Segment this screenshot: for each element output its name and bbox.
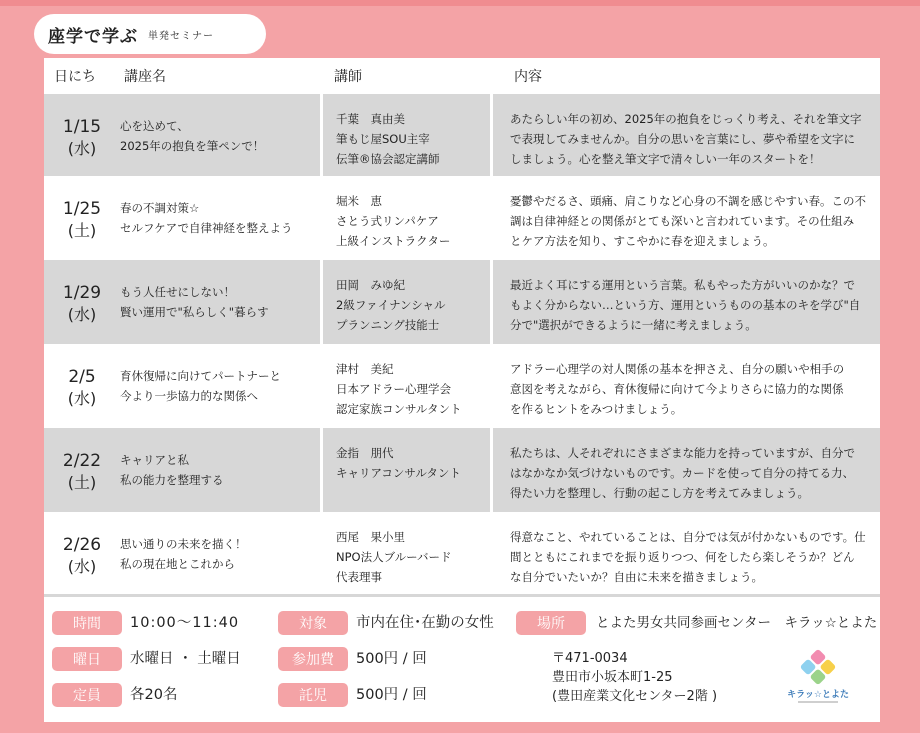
lecturer-line: 認定家族コンサルタント xyxy=(336,402,462,416)
description-line: 分で"選択ができるように一緒に考えましょう。 xyxy=(510,318,757,332)
course-title-line: セルフケアで自律神経を整えよう xyxy=(120,221,293,235)
description-text xyxy=(510,191,870,251)
days-value: 水曜日 ・ 土曜日 xyxy=(130,651,241,667)
target-badge: 対象 xyxy=(278,611,348,635)
course-title-line: 私の現在地とこれから xyxy=(120,557,235,571)
date-cell xyxy=(44,512,120,594)
session-weekday: (土) xyxy=(67,473,97,492)
childcare-badge: 託児 xyxy=(278,683,348,707)
description-line: な自分でいたいか？自由に未来を描きましょう。 xyxy=(510,570,763,584)
lecturer-line: 2級ファイナンシャル xyxy=(336,298,446,312)
lecturer-line: さとう式リンパケア xyxy=(336,214,439,228)
top-strip xyxy=(0,0,920,6)
col-header-content: 内容 xyxy=(514,69,542,85)
course-title-cell xyxy=(120,512,320,594)
lecturer-line: 伝筆®協会認定講師 xyxy=(336,152,440,166)
col-header-lecturer: 講師 xyxy=(334,69,362,85)
column-divider xyxy=(490,176,493,260)
lecturer-text xyxy=(336,527,452,587)
col-header-date: 日にち xyxy=(54,69,96,85)
description-line: 意図を考えながら、育休復帰に向けて今よりさらに協力的な関係 xyxy=(510,382,844,396)
table-row xyxy=(44,512,880,594)
session-date: 2/5 xyxy=(68,367,96,387)
course-title-cell xyxy=(120,344,320,428)
lecturer-cell xyxy=(323,94,490,176)
date-cell xyxy=(44,428,120,512)
fee-value: 500円 / 回 xyxy=(356,651,427,667)
lecturer-text xyxy=(336,443,461,483)
kirat-toyota-logo xyxy=(787,649,849,707)
course-title-line: 賢い運用で"私らしく"暮らす xyxy=(120,305,269,319)
time-value: 10:00〜11:40 xyxy=(130,615,240,631)
childcare-value: 500円 / 回 xyxy=(356,687,427,703)
course-title-line: 2025年の抱負を筆ペンで！ xyxy=(120,139,265,153)
description-line: 得意なこと、やれていることは、自分では気が付かないものです。仕 xyxy=(510,530,866,544)
description-cell xyxy=(493,428,880,512)
description-line: 得たい力を整理し、行動の起こし方を考えてみましょう。 xyxy=(510,486,809,500)
lecturer-text xyxy=(336,109,440,169)
fee-badge: 参加費 xyxy=(278,647,348,671)
date-cell xyxy=(44,94,120,176)
description-cell xyxy=(493,94,880,176)
column-divider xyxy=(320,94,323,176)
lecturer-line: 津村 美紀 xyxy=(336,362,394,376)
session-weekday: (水) xyxy=(67,139,97,158)
session-date: 1/25 xyxy=(62,199,102,219)
course-title-line: 私の能力を整理する xyxy=(120,473,224,487)
column-divider xyxy=(320,428,323,512)
lecturer-line: キャリアコンサルタント xyxy=(336,466,461,480)
lecturer-line: 田岡 みゆ紀 xyxy=(336,278,405,292)
page-title: 座学で学ぶ xyxy=(48,26,138,47)
description-line: を作るヒントをみつけましょう。 xyxy=(510,402,683,416)
column-divider xyxy=(490,344,493,428)
table-row xyxy=(44,428,880,512)
description-cell xyxy=(493,512,880,594)
session-weekday: (土) xyxy=(67,221,97,240)
column-divider xyxy=(490,260,493,344)
description-text xyxy=(510,443,870,503)
time-badge: 時間 xyxy=(52,611,122,635)
description-line: で表現してみませんか。自分の思いを言葉にし、夢や希望を文字に xyxy=(510,132,855,146)
session-date: 2/26 xyxy=(62,535,102,555)
course-title-line: 思い通りの未来を描く！ xyxy=(120,537,247,551)
description-text xyxy=(510,109,870,169)
description-line: 私たちは、人それぞれにさまざまな能力を持っていますが、自分で xyxy=(510,446,855,460)
course-title-line: 春の不調対策☆ xyxy=(120,201,200,215)
session-date: 1/29 xyxy=(62,283,102,303)
venue-value: とよた男女共同参画センター キラッ☆とよた xyxy=(596,615,878,631)
course-title-line: 心を込めて、 xyxy=(120,119,189,133)
column-divider xyxy=(490,428,493,512)
col-header-title: 講座名 xyxy=(124,69,166,85)
street-address: 豊田市小坂本町1-25 xyxy=(552,670,673,685)
page-subtitle: 単発セミナー xyxy=(148,30,214,42)
description-line: あたらしい年の初め、2025年の抱負をじっくり考え、それを筆文字 xyxy=(510,112,862,126)
lecturer-cell xyxy=(323,176,490,260)
target-value: 市内在住･在勤の女性 xyxy=(356,615,494,631)
column-divider xyxy=(320,260,323,344)
course-title-cell xyxy=(120,94,320,176)
lecturer-cell xyxy=(323,260,490,344)
column-divider xyxy=(320,176,323,260)
info-divider xyxy=(44,594,880,597)
lecturer-line: 日本アドラー心理学会 xyxy=(336,382,451,396)
lecturer-line: 筆もじ屋SOU主宰 xyxy=(336,132,430,146)
description-text xyxy=(510,275,870,335)
session-weekday: (水) xyxy=(67,557,97,576)
lecturer-cell xyxy=(323,512,490,594)
session-date: 2/22 xyxy=(62,451,102,471)
lecturer-line: 千葉 真由美 xyxy=(336,112,405,126)
capacity-value: 各20名 xyxy=(130,687,178,703)
capacity-badge: 定員 xyxy=(52,683,122,707)
lecturer-text xyxy=(336,359,461,419)
table-row xyxy=(44,344,880,428)
column-divider xyxy=(320,512,323,594)
session-weekday: (水) xyxy=(67,389,97,408)
description-text xyxy=(510,527,870,587)
description-line: しましょう。心を整え筆文字で清々しい一年のスタートを！ xyxy=(510,152,821,166)
description-line: アドラー心理学の対人関係の基本を押さえ、自分の願いや相手の xyxy=(510,362,845,376)
lecturer-line: 上級インストラクター xyxy=(336,234,451,248)
description-cell xyxy=(493,260,880,344)
lecturer-text xyxy=(336,191,450,251)
lecturer-line: 西尾 果小里 xyxy=(336,530,405,544)
column-divider xyxy=(490,512,493,594)
lecturer-cell xyxy=(323,428,490,512)
description-line: 間とともにこれまでを振り返りつつ、何をしたら楽しそうか？どん xyxy=(510,550,855,564)
course-title-line: 育休復帰に向けてパートナーと xyxy=(120,369,281,383)
lecturer-text xyxy=(336,275,446,335)
table-row xyxy=(44,260,880,344)
section-title-pill xyxy=(34,14,266,54)
lecturer-cell xyxy=(323,344,490,428)
description-line: とケア方法を知り、すこやかに春を迎えましょう。 xyxy=(510,234,775,248)
description-line: 最近よく耳にする運用という言葉。私もやった方がいいのかな？で xyxy=(510,278,855,292)
course-title-cell xyxy=(120,428,320,512)
session-weekday: (水) xyxy=(67,305,97,324)
course-title-cell xyxy=(120,260,320,344)
table-header xyxy=(44,58,880,94)
session-date: 1/15 xyxy=(62,117,102,137)
date-cell xyxy=(44,176,120,260)
column-divider xyxy=(490,94,493,176)
lecturer-line: 代表理事 xyxy=(336,570,382,584)
course-title-line: 今より一歩協力的な関係へ xyxy=(120,389,258,403)
description-line: 調は自律神経との関係がとても深いと言われています。その仕組み xyxy=(510,214,855,228)
days-badge: 曜日 xyxy=(52,647,122,671)
course-title-line: キャリアと私 xyxy=(120,453,189,467)
lecturer-line: 堀米 恵 xyxy=(336,194,382,208)
lecturer-line: NPO法人ブルーバード xyxy=(336,550,452,564)
course-title-line: もう人任せにしない！ xyxy=(120,285,235,299)
table-row xyxy=(44,176,880,260)
building-name: (豊田産業文化センター2階 ) xyxy=(552,689,718,704)
date-cell xyxy=(44,344,120,428)
description-cell xyxy=(493,344,880,428)
venue-badge: 場所 xyxy=(516,611,586,635)
postal-code: 〒471-0034 xyxy=(552,651,628,666)
course-title-cell xyxy=(120,176,320,260)
description-line: 憂鬱やだるさ、頭痛、肩こりなど心身の不調を感じやすい春。この不 xyxy=(510,194,867,208)
lecturer-line: プランニング技能士 xyxy=(336,318,440,332)
address-block xyxy=(552,593,717,706)
logo-text: キラッ☆とよた xyxy=(787,690,849,700)
description-cell xyxy=(493,176,880,260)
description-text xyxy=(510,359,870,419)
column-divider xyxy=(320,344,323,428)
date-cell xyxy=(44,260,120,344)
table-row xyxy=(44,94,880,176)
description-line: もよく分からない…という方、運用というものの基本のキを学び"自 xyxy=(510,298,861,312)
lecturer-line: 金指 朋代 xyxy=(336,446,394,460)
description-line: はなかなか気づけないものです。カードを使って自分の持てる力、 xyxy=(510,466,855,480)
